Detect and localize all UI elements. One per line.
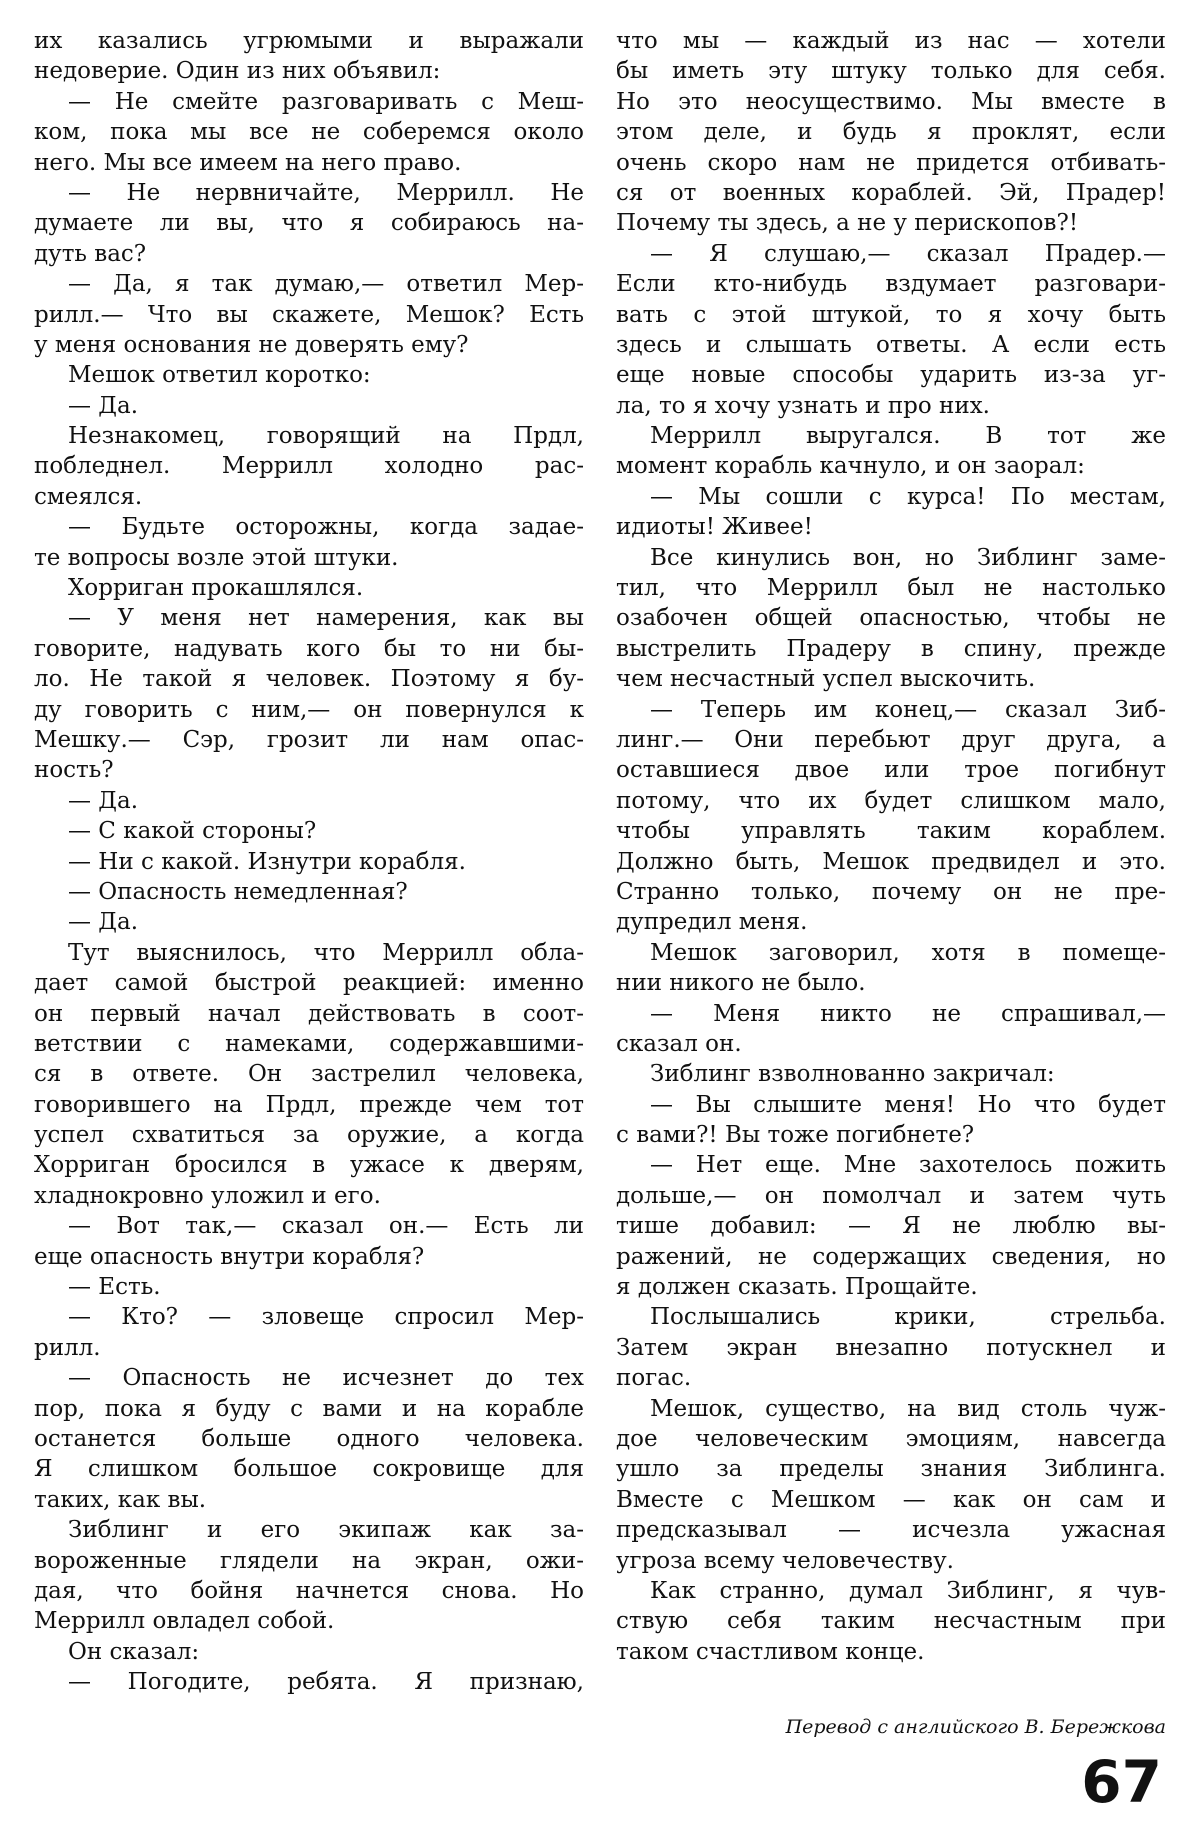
text-line: с вами?! Вы тоже погибнете? [616, 1122, 975, 1149]
text-line: рилл. [34, 1334, 101, 1361]
text-line: идиоты! Живее! [616, 514, 813, 541]
text-line: смеялся. [34, 483, 143, 510]
text-line: Мешок заговорил, хотя в помеще- [650, 939, 1166, 966]
text-line: пор, пока я буду с вами и на корабле [34, 1395, 584, 1422]
text-line: ла, то я хочу узнать и про них. [616, 392, 990, 419]
text-line: ность? [34, 757, 114, 784]
text-line: ся от военных кораблей. Эй, Прадер! [616, 179, 1166, 206]
text-line: — Не нервничайте, Меррилл. Не [68, 179, 584, 206]
text-line: — У меня нет намерения, как вы [68, 605, 584, 632]
text-line: дуть вас? [34, 240, 147, 267]
text-line: угроза всему человечеству. [616, 1547, 954, 1574]
text-line: Но это неосуществимо. Мы вместе в [616, 88, 1166, 115]
text-line: вороженные глядели на экран, ожи- [34, 1547, 584, 1574]
text-line: — Да. [68, 787, 139, 814]
left-text-column [34, 26, 584, 1697]
text-line: — Есть. [68, 1274, 161, 1301]
text-line: — Кто? — зловеще спросил Мер- [68, 1304, 584, 1331]
text-line: у меня основания не доверять ему? [34, 331, 469, 358]
text-line: — Погодите, ребята. Я признаю, [68, 1669, 584, 1696]
text-line: бы иметь эту штуку только для себя. [616, 58, 1166, 85]
text-line: дая, что бойня начнется снова. Но [34, 1577, 584, 1604]
text-line: Зиблинг и его экипаж как за- [68, 1517, 584, 1544]
text-line: Должно быть, Мешок предвидел и это. [616, 848, 1166, 875]
text-line: — Опасность немедленная? [68, 878, 408, 905]
text-line: ло. Не такой я человек. Поэтому я бу- [34, 666, 584, 693]
text-line: Послышались крики, стрельба. [650, 1304, 1166, 1331]
text-line: — Опасность не исчезнет до тех [68, 1365, 584, 1392]
text-line: ветствии с намеками, содержавшими- [34, 1030, 584, 1057]
text-line: тише добавил: — Я не люблю вы- [616, 1213, 1166, 1240]
text-line: Незнакомец, говорящий на Прдл, [68, 423, 584, 450]
text-line: таких, как вы. [34, 1486, 207, 1513]
text-line: — Мы сошли с курса! По местам, [650, 483, 1166, 510]
text-line: ся в ответе. Он застрелил человека, [34, 1061, 584, 1088]
text-line: погас. [616, 1365, 692, 1392]
text-line: него. Мы все имеем на него право. [34, 149, 462, 176]
text-line: я должен сказать. Прощайте. [616, 1274, 978, 1301]
text-line: Зиблинг взволнованно закричал: [650, 1061, 1055, 1088]
text-line: Вместе с Мешком — как он сам и [616, 1486, 1166, 1513]
text-line: еще новые способы ударить из-за уг- [616, 362, 1166, 389]
text-line: вать с этой штукой, то я хочу быть [616, 301, 1166, 328]
text-line: Меррилл овладел собой. [34, 1608, 335, 1635]
text-line: — Не смейте разговаривать с Меш- [68, 88, 584, 115]
text-line: — Да, я так думаю,— ответил Мер- [68, 271, 584, 298]
translation-credit: Перевод с английского В. Бережкова [785, 1716, 1166, 1738]
text-line: — С какой стороны? [68, 818, 317, 845]
text-line: — Нет еще. Мне захотелось пожить [650, 1152, 1166, 1179]
text-line: Я слишком большое сокровище для [34, 1456, 584, 1483]
text-line: оставшиеся двое или трое погибнут [616, 757, 1166, 784]
text-line: дольше,— он помолчал и затем чуть [616, 1182, 1166, 1209]
text-line: успел схватиться за оружие, а когда [34, 1122, 584, 1149]
text-line: очень скоро нам не придется отбивать- [616, 149, 1166, 176]
text-line: говорите, надувать кого бы то ни бы- [34, 635, 584, 662]
text-line: Он сказал: [68, 1638, 200, 1665]
text-line: недоверие. Один из них объявил: [34, 58, 441, 85]
text-line: те вопросы возле этой штуки. [34, 544, 399, 571]
text-line: — Я слушаю,— сказал Прадер.— [650, 240, 1166, 267]
text-line: говорившего на Прдл, прежде чем тот [34, 1091, 584, 1118]
right-text-column [616, 26, 1166, 1667]
text-line: — Будьте осторожны, когда задае- [68, 514, 584, 541]
magazine-page [34, 26, 1166, 1816]
text-line: Мешок ответил коротко: [68, 362, 371, 389]
text-line: здесь и слышать ответы. А если есть [616, 331, 1166, 358]
text-line: останется больше одного человека. [34, 1425, 584, 1452]
text-line: — Ни с какой. Изнутри корабля. [68, 848, 466, 875]
text-line: дое человеческим эмоциям, навсегда [616, 1425, 1166, 1452]
text-line: дупредил меня. [616, 909, 808, 936]
text-line: Затем экран внезапно потускнел и [616, 1334, 1166, 1361]
text-line: рилл.— Что вы скажете, Мешок? Есть [34, 301, 584, 328]
text-line: — Да. [68, 909, 139, 936]
text-line: Хорриган бросился в ужасе к дверям, [34, 1152, 584, 1179]
text-line: Мешок, существо, на вид столь чуж- [650, 1395, 1166, 1422]
text-line: этом деле, и будь я проклят, если [616, 119, 1166, 146]
text-line: ком, пока мы все не соберемся около [34, 119, 584, 146]
text-line: — Да. [68, 392, 139, 419]
text-line: он первый начал действовать в соот- [34, 1000, 584, 1027]
page-number: 67 [1081, 1748, 1162, 1816]
text-line: ушло за пределы знания Зиблинга. [616, 1456, 1166, 1483]
text-line: Все кинулись вон, но Зиблинг заме- [650, 544, 1166, 571]
text-line: чтобы управлять таким кораблем. [616, 818, 1166, 845]
text-line: ду говорить с ним,— он повернулся к [34, 696, 584, 723]
text-line: потому, что их будет слишком мало, [616, 787, 1166, 814]
text-line: линг.— Они перебьют друг друга, а [616, 726, 1166, 753]
text-line: ствую себя таким несчастным при [616, 1608, 1166, 1635]
text-line: Странно только, почему он не пре- [616, 878, 1166, 905]
text-line: таком счастливом конце. [616, 1638, 925, 1665]
text-line: ражений, не содержащих сведения, но [616, 1243, 1166, 1270]
text-line: побледнел. Меррилл холодно рас- [34, 453, 584, 480]
text-line: Хорриган прокашлялся. [68, 575, 364, 602]
text-line: Мешку.— Сэр, грозит ли нам опас- [34, 726, 584, 753]
text-line: — Вы слышите меня! Но что будет [650, 1091, 1166, 1118]
text-line: момент корабль качнуло, и он заорал: [616, 453, 1085, 480]
text-line: — Вот так,— сказал он.— Есть ли [68, 1213, 584, 1240]
text-line: дает самой быстрой реакцией: именно [34, 970, 584, 997]
text-line: нии никого не было. [616, 970, 866, 997]
text-line: Меррилл выругался. В тот же [650, 423, 1166, 450]
text-line: Если кто-нибудь вздумает разговари- [616, 271, 1166, 298]
text-line: думаете ли вы, что я собираюсь на- [34, 210, 584, 237]
text-line: Тут выяснилось, что Меррилл обла- [68, 939, 584, 966]
text-line: тил, что Меррилл был не настолько [616, 575, 1166, 602]
text-line: чем несчастный успел выскочить. [616, 666, 1036, 693]
text-line: что мы — каждый из нас — хотели [616, 28, 1166, 54]
text-line: их казались угрюмыми и выражали [34, 28, 584, 54]
text-line: еще опасность внутри корабля? [34, 1243, 425, 1270]
text-line: — Меня никто не спрашивал,— [650, 1000, 1166, 1027]
text-line: предсказывал — исчезла ужасная [616, 1517, 1166, 1544]
text-line: хладнокровно уложил и его. [34, 1182, 381, 1209]
text-line: сказал он. [616, 1030, 742, 1057]
text-line: Как странно, думал Зиблинг, я чув- [650, 1577, 1166, 1604]
text-line: озабочен общей опасностью, чтобы не [616, 605, 1166, 632]
text-line: выстрелить Прадеру в спину, прежде [616, 635, 1166, 662]
text-line: — Теперь им конец,— сказал Зиб- [650, 696, 1166, 723]
text-line: Почему ты здесь, а не у перископов?! [616, 210, 1079, 237]
